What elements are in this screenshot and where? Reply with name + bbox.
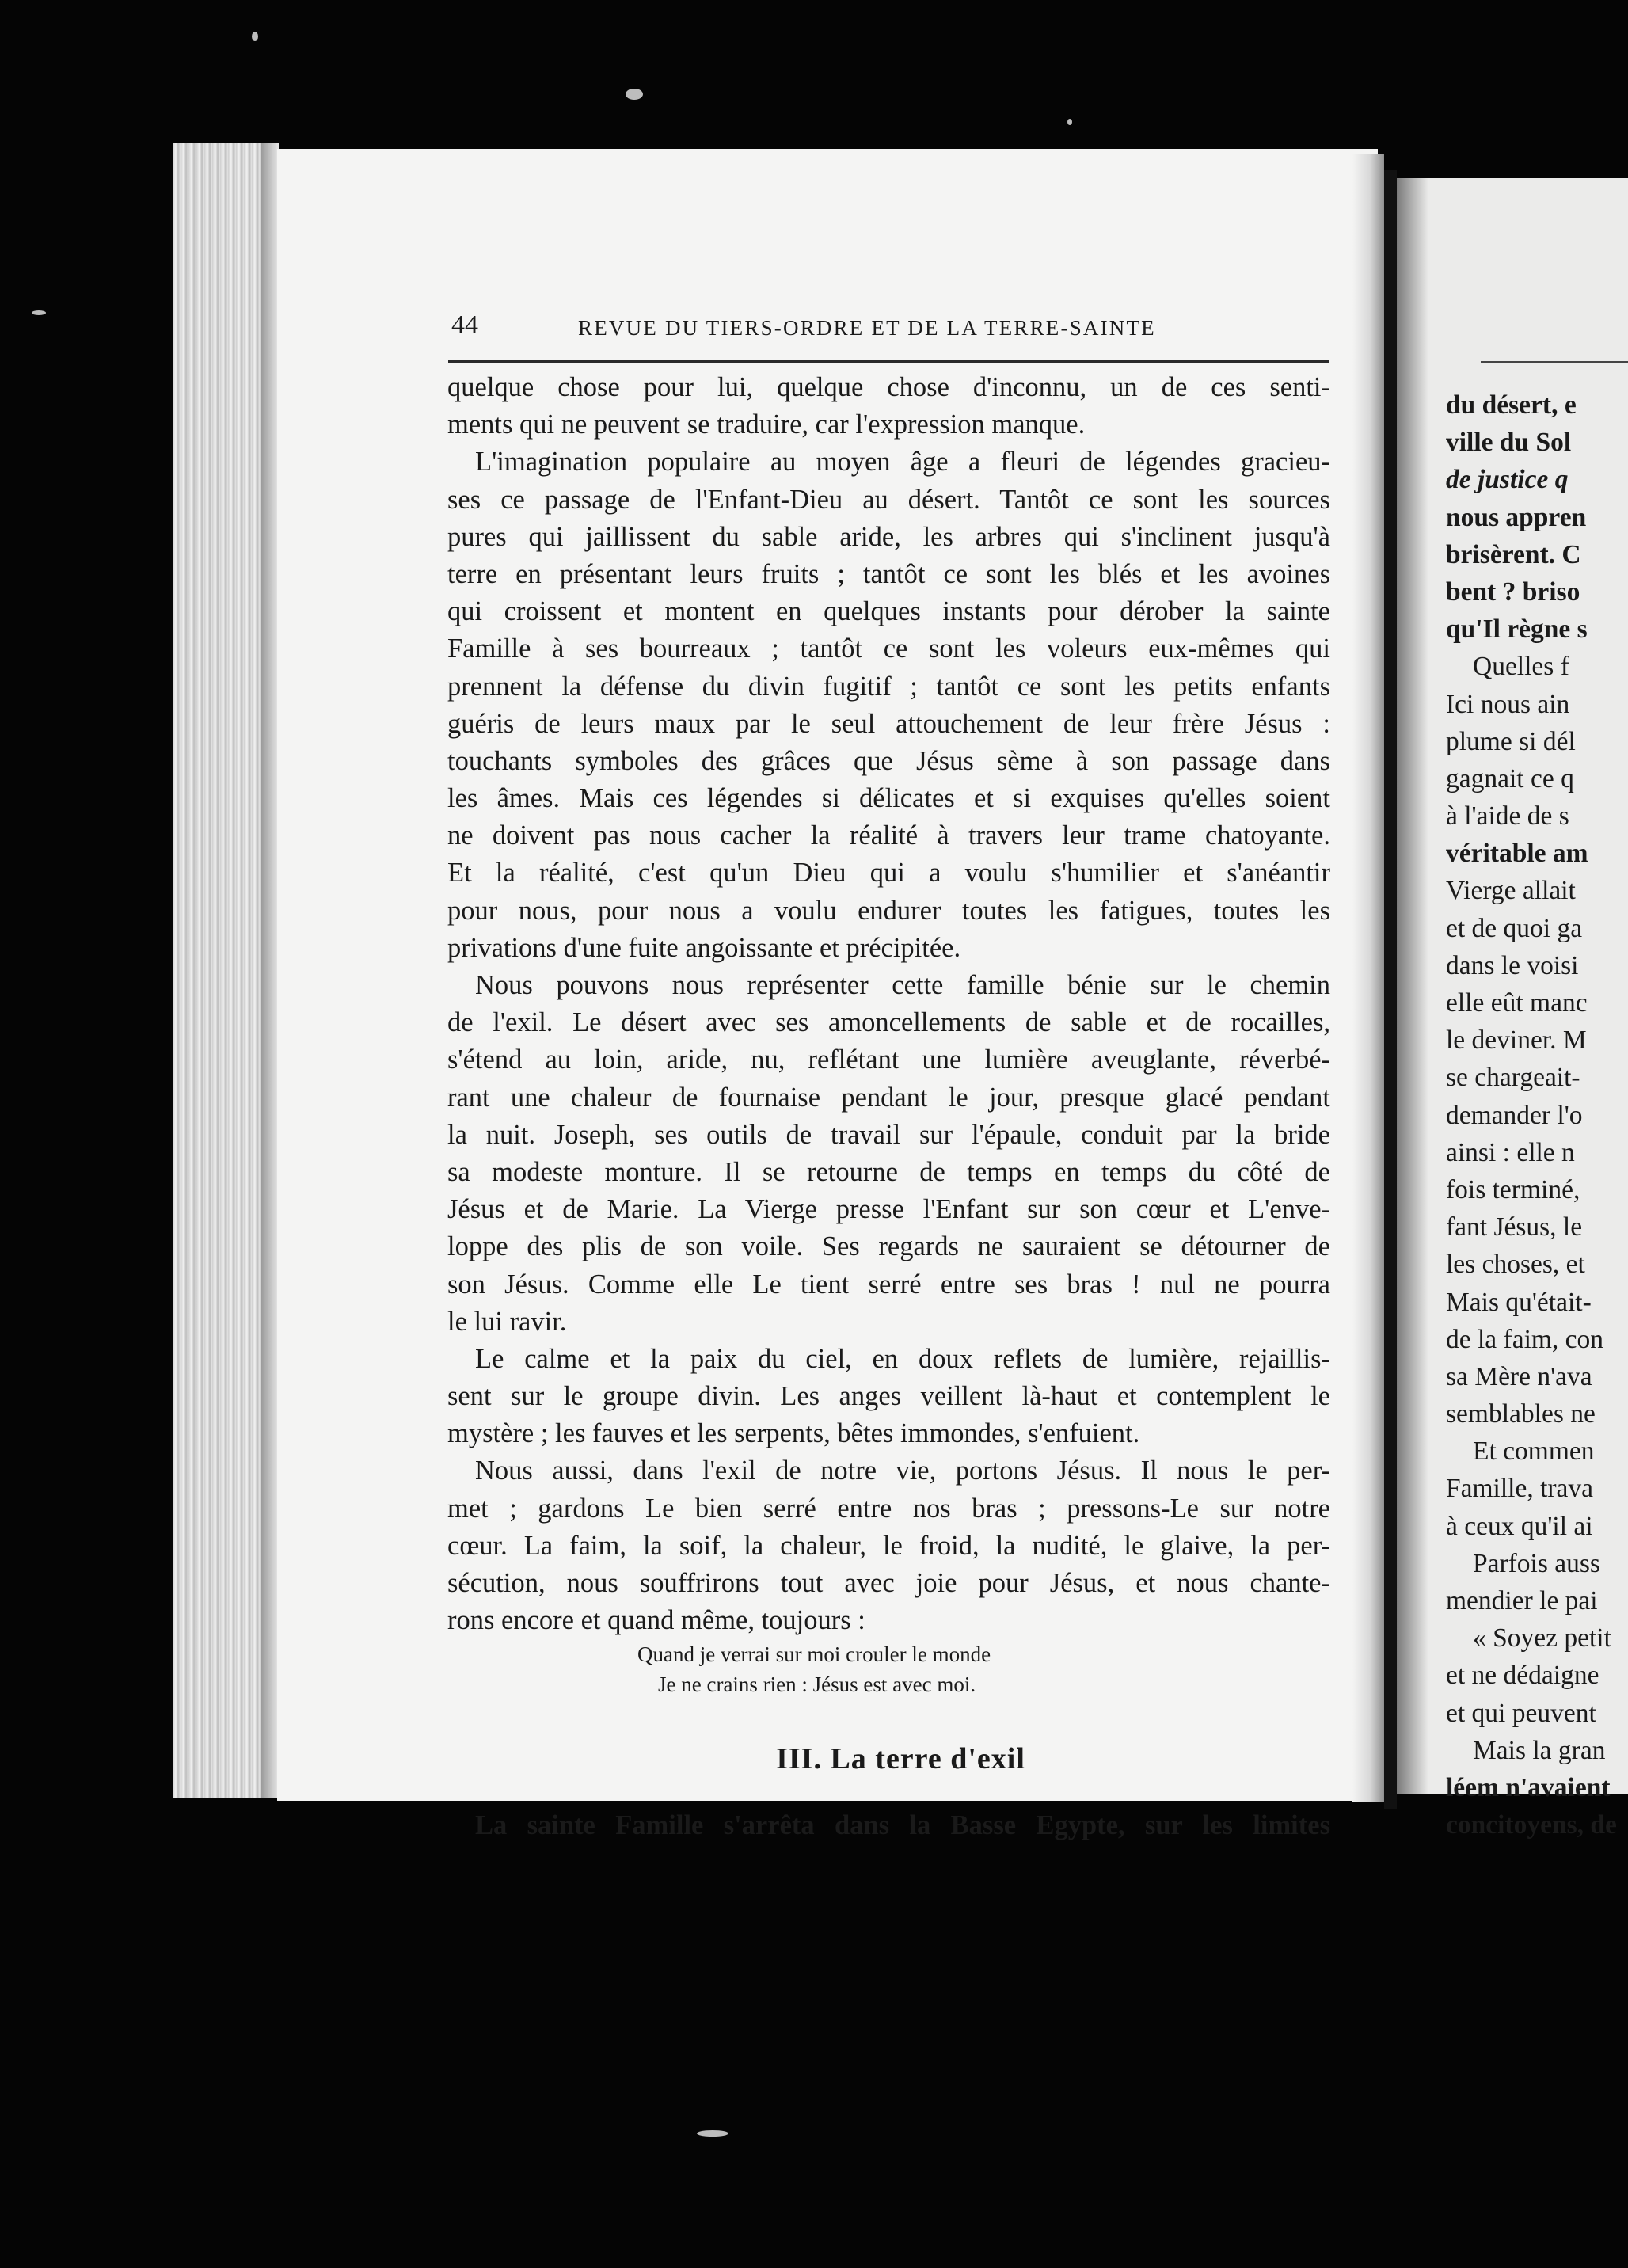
text-line: guéris de leurs maux par le seul attouchement de leur frère Jésus : (447, 708, 1330, 739)
text-line: qui croissent et montent en quelques instants pour dérober la sainte (447, 596, 1330, 627)
facing-text-line: véritable am (1446, 839, 1588, 869)
facing-text-line: de la faim, con (1446, 1324, 1604, 1354)
scan-speck (1067, 119, 1072, 125)
running-title: REVUE DU TIERS-ORDRE ET DE LA TERRE-SAINTE (578, 316, 1156, 340)
text-line: quelque chose pour lui, quelque chose d'inconnu, un de ces senti- (447, 372, 1330, 402)
facing-text-line: léem n'avaient (1446, 1772, 1611, 1802)
facing-text-line: demander l'o (1446, 1100, 1583, 1130)
scan-speck (697, 2130, 728, 2137)
body-text (447, 369, 1330, 1844)
facing-text-line: Parfois auss (1473, 1548, 1600, 1578)
facing-text-line: le deviner. M (1446, 1026, 1587, 1056)
facing-text-line: se chargeait- (1446, 1063, 1580, 1093)
header-rule (448, 360, 1329, 363)
facing-text-line: du désert, e (1446, 390, 1577, 420)
facing-text-line: ainsi : elle n (1446, 1137, 1575, 1167)
text-line: L'imagination populaire au moyen âge a fleuri de légendes gracieu- (475, 447, 1330, 478)
text-line: ments qui ne peuvent se traduire, car l'expression manque. (447, 409, 1086, 440)
facing-text-line: gagnait ce q (1446, 763, 1574, 793)
page-stack-shadow (261, 143, 279, 1798)
scan-speck (626, 89, 643, 100)
facing-text-line: elle eût manc (1446, 988, 1588, 1018)
text-line: mystère ; les fauves et les serpents, bêtes immondes, s'enfuient. (447, 1418, 1140, 1449)
facing-text-line: Quelles f (1473, 652, 1569, 682)
facing-header-rule (1481, 361, 1628, 363)
verse-line: Je ne crains rien : Jésus est avec moi. (658, 1672, 976, 1697)
scan-speck (32, 310, 46, 315)
facing-text-line: concitoyens, de (1446, 1810, 1617, 1840)
facing-text-line: ville du Sol (1446, 428, 1572, 458)
facing-text-line: et qui peuvent (1446, 1698, 1596, 1728)
text-line: touchants symboles des grâces que Jésus sème à son passage dans (447, 745, 1330, 776)
gutter (1384, 170, 1397, 1809)
text-line: prennent la défense du divin fugitif ; tantôt ce sont les petits enfants (447, 671, 1330, 702)
facing-text-line: Mais qu'était- (1446, 1287, 1592, 1317)
text-line: rant une chaleur de fournaise pendant le jour, presque glacé pendant (447, 1082, 1330, 1113)
text-line: Et la réalité, c'est qu'un Dieu qui a voulu s'humilier et s'anéantir (447, 858, 1330, 889)
facing-text-line: mendier le pai (1446, 1586, 1598, 1615)
facing-text-line: Vierge allait (1446, 876, 1576, 906)
facing-text-line: « Soyez petit (1473, 1623, 1611, 1653)
facing-text-line: les choses, et (1446, 1250, 1585, 1280)
text-line: ne doivent pas nous cacher la réalité à travers leur trame chatoyante. (447, 820, 1330, 851)
text-line: son Jésus. Comme elle Le tient serré entre ses bras ! nul ne pourra (447, 1269, 1330, 1300)
text-line: Nous aussi, dans l'exil de notre vie, portons Jésus. Il nous le per- (475, 1456, 1330, 1486)
facing-text-line: plume si dél (1446, 726, 1576, 756)
gutter-shadow (1352, 154, 1384, 1802)
facing-text-line: Ici nous ain (1446, 689, 1570, 719)
text-line: s'étend au loin, aride, nu, reflétant une lumière aveuglante, réverbé- (447, 1045, 1330, 1075)
text-line: privations d'une fuite angoissante et précipitée. (447, 932, 961, 963)
text-line: de l'exil. Le désert avec ses amoncellements de sable et de rocailles, (447, 1007, 1330, 1038)
facing-text-line: qu'Il règne s (1446, 615, 1588, 645)
facing-page-edge (1397, 178, 1428, 1794)
text-line: cœur. La faim, la soif, la chaleur, le froid, la nudité, le glaive, la per- (447, 1530, 1330, 1561)
text-line: Famille à ses bourreaux ; tantôt ce sont les voleurs eux-mêmes qui (447, 634, 1330, 664)
text-line: terre en présentant leurs fruits ; tantôt ce sont les blés et les avoines (447, 558, 1330, 589)
text-line: rons encore et quand même, toujours : (447, 1605, 865, 1636)
text-line: sa modeste monture. Il se retourne de temps en temps du côté de (447, 1156, 1330, 1187)
text-line: sécution, nous souffrirons tout avec joie pour Jésus, et nous chante- (447, 1568, 1330, 1598)
paragraph (447, 369, 1330, 443)
text-line: met ; gardons Le bien serré entre nos bras ; pressons-Le sur notre (447, 1493, 1330, 1524)
paragraph (447, 443, 1330, 967)
text-line: les âmes. Mais ces légendes si délicates et si exquises qu'elles soient (447, 783, 1330, 814)
text-line: pour nous, pour nous a voulu endurer toutes les fatigues, toutes les (447, 895, 1330, 926)
facing-text-line: fois terminé, (1446, 1174, 1580, 1204)
facing-text-line: nous appren (1446, 502, 1587, 532)
facing-text-line: de justice q (1446, 465, 1569, 495)
page-number: 44 (451, 310, 478, 340)
text-line: Nous pouvons nous représenter cette famille bénie sur le chemin (475, 970, 1330, 1000)
text-line: La sainte Famille s'arrêta dans la Basse Egypte, sur les limites (475, 1809, 1330, 1840)
text-line: la nuit. Joseph, ses outils de travail sur l'épaule, conduit par la bride (447, 1119, 1330, 1150)
verse-line: Quand je verrai sur moi crouler le monde (637, 1642, 991, 1667)
facing-text-line: dans le voisi (1446, 950, 1579, 980)
text-line: Le calme et la paix du ciel, en doux reflets de lumière, rejaillis- (475, 1343, 1330, 1374)
text-line: loppe des plis de son voile. Ses regards ne sauraient se détourner de (447, 1231, 1330, 1262)
facing-text-line: semblables ne (1446, 1399, 1596, 1429)
facing-text-line: à ceux qu'il ai (1446, 1511, 1593, 1541)
scan-speck (252, 32, 258, 41)
facing-text-line: à l'aide de s (1446, 801, 1569, 831)
facing-text-line: Mais la gran (1473, 1735, 1606, 1765)
text-line: Jésus et de Marie. La Vierge presse l'Enfant sur son cœur et L'enve- (447, 1194, 1330, 1225)
page-stack-edge (173, 143, 266, 1798)
facing-text-line: Famille, trava (1446, 1474, 1594, 1504)
text-line: pures qui jaillissent du sable aride, les arbres qui s'inclinent jusqu'à (447, 521, 1330, 552)
facing-text-line: brisèrent. C (1446, 539, 1581, 569)
paragraph (447, 967, 1330, 1341)
paragraph (447, 1341, 1330, 1453)
facing-text-line: et ne dédaigne (1446, 1661, 1599, 1691)
facing-text-line: Et commen (1473, 1437, 1595, 1467)
text-line: sent sur le groupe divin. Les anges veillent là-haut et contemplent le (447, 1381, 1330, 1412)
text-line: ses ce passage de l'Enfant-Dieu au désert. Tantôt ce sont les sources (447, 484, 1330, 515)
facing-page-text (1446, 386, 1628, 1844)
facing-text-line: sa Mère n'ava (1446, 1361, 1592, 1391)
facing-text-line: et de quoi ga (1446, 913, 1583, 943)
text-line: le lui ravir. (447, 1306, 567, 1337)
section-title: III. La terre d'exil (776, 1742, 1025, 1776)
facing-text-line: bent ? briso (1446, 577, 1580, 607)
facing-text-line: fant Jésus, le (1446, 1212, 1583, 1242)
paragraph (447, 1452, 1330, 1639)
